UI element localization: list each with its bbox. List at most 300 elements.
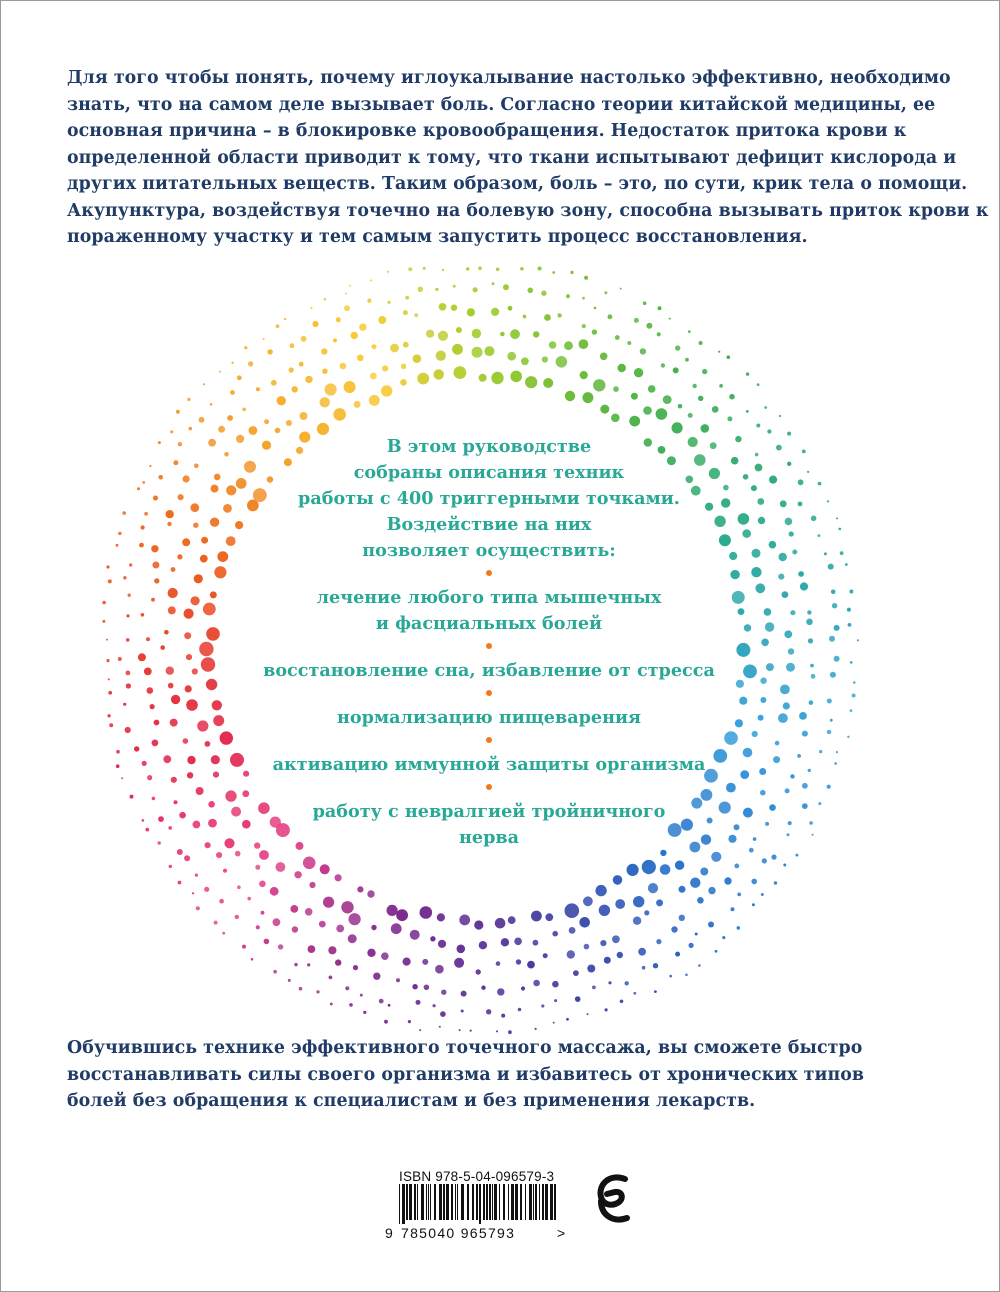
ring-dot — [205, 741, 211, 747]
ring-dot — [566, 294, 570, 298]
ring-dot — [349, 913, 361, 925]
ring-dot — [800, 582, 808, 590]
intro-line: определенной области приводит к тому, что ткани испытывают дефицит кислорода и — [67, 147, 957, 168]
ring-dot — [698, 396, 703, 401]
ring-dot — [242, 790, 249, 797]
ring-dot — [767, 429, 771, 433]
ring-dot — [798, 479, 804, 485]
lead-line: Воздействие на них — [386, 514, 592, 535]
ring-dot — [592, 329, 597, 334]
ring-dot — [168, 606, 176, 614]
ring-dot — [108, 678, 110, 680]
ring-dot — [594, 307, 597, 310]
ring-dot — [643, 301, 647, 305]
ring-dot — [782, 591, 789, 598]
barcode-bar — [446, 1184, 449, 1220]
ring-dot — [294, 871, 301, 878]
ring-dot — [693, 384, 697, 388]
ring-dot — [715, 950, 718, 953]
ring-dot — [467, 308, 475, 316]
ring-dot — [236, 478, 247, 489]
ring-dot — [500, 332, 505, 337]
ring-dot — [200, 555, 208, 563]
ring-dot — [130, 795, 134, 799]
ring-dot — [575, 996, 581, 1002]
ring-dot — [437, 913, 445, 921]
ring-dot — [708, 922, 714, 928]
ring-dot — [372, 344, 377, 349]
ring-dot — [243, 771, 249, 777]
ring-dot — [787, 462, 791, 466]
ring-dot — [451, 305, 457, 311]
ring-dot — [203, 383, 205, 385]
ring-dot — [299, 987, 303, 991]
ring-dot — [408, 1020, 411, 1023]
ring-dot — [845, 563, 848, 566]
ring-dot — [501, 938, 509, 946]
ring-dot — [751, 567, 761, 577]
ring-dot — [656, 899, 663, 906]
ring-dot — [752, 549, 761, 558]
ring-dot — [192, 892, 194, 894]
barcode-bar — [494, 1184, 497, 1220]
ring-dot — [367, 890, 374, 897]
ring-dot — [299, 362, 304, 367]
lead-line: работы с 400 триггерными точками. — [298, 488, 680, 509]
ring-dot — [190, 503, 199, 512]
ring-dot — [678, 404, 683, 409]
ring-dot — [663, 395, 672, 404]
ring-dot — [661, 363, 665, 367]
ring-dot — [196, 906, 200, 910]
ring-dot — [360, 994, 363, 997]
barcode-bar — [476, 1184, 478, 1220]
ring-dot — [743, 474, 749, 480]
ring-dot — [183, 738, 189, 744]
ring-dot — [263, 338, 265, 340]
ring-dot — [158, 841, 161, 844]
barcode-first-digit: 9 — [385, 1225, 393, 1241]
ring-dot — [145, 828, 149, 832]
barcode-bar — [479, 1184, 481, 1224]
ring-dot — [780, 500, 787, 507]
ring-dot — [689, 943, 694, 948]
barcode-bar — [533, 1184, 534, 1220]
barcode-bar — [455, 1184, 456, 1220]
ring-dot — [237, 375, 242, 380]
ring-dot — [552, 931, 558, 937]
ring-dot — [227, 415, 233, 421]
ring-dot — [730, 570, 739, 579]
ring-dot — [174, 800, 178, 804]
barcode-bar — [409, 1184, 412, 1220]
ring-dot — [330, 1003, 333, 1006]
ring-dot — [154, 720, 160, 726]
bullet-dot-icon — [486, 737, 492, 743]
ring-dot — [592, 986, 596, 990]
ring-dot — [168, 683, 174, 689]
ring-dot — [442, 269, 444, 271]
ring-dot — [126, 614, 129, 617]
ring-dot — [732, 591, 745, 604]
ring-dot — [784, 630, 792, 638]
ring-dot — [311, 307, 313, 309]
ring-dot — [528, 288, 534, 294]
ring-dot — [633, 917, 641, 925]
ring-dot — [224, 838, 234, 848]
ring-dot — [656, 939, 661, 944]
ring-dot — [223, 504, 232, 513]
ring-dot — [187, 756, 195, 764]
ring-dot — [199, 417, 205, 423]
ring-dot — [213, 715, 224, 726]
ring-dot — [565, 391, 575, 401]
ring-dot — [788, 648, 794, 654]
ring-dot — [212, 700, 222, 710]
ring-dot — [197, 720, 208, 731]
ring-dot — [206, 627, 220, 641]
ring-dot — [125, 727, 131, 733]
ring-dot — [307, 963, 310, 966]
ring-dot — [426, 330, 434, 338]
ring-dot — [237, 885, 241, 889]
ring-dot — [830, 672, 836, 678]
ring-dot — [167, 522, 171, 526]
ring-dot — [264, 419, 269, 424]
ring-dot — [353, 965, 358, 970]
ring-dot — [408, 267, 412, 271]
ring-dot — [255, 865, 260, 870]
ring-dot — [316, 990, 319, 993]
ring-dot — [762, 858, 767, 863]
ring-dot — [660, 864, 671, 875]
ring-dot — [160, 645, 165, 650]
ring-dot — [724, 877, 731, 884]
ring-dot — [792, 550, 797, 555]
ring-dot — [309, 882, 315, 888]
ring-dot — [587, 965, 595, 973]
barcode-end-mark: > — [557, 1225, 566, 1241]
ring-dot — [566, 1018, 569, 1021]
ring-dot — [486, 1009, 491, 1014]
ring-dot — [579, 339, 589, 349]
ring-dot — [472, 347, 483, 358]
ring-dot — [600, 940, 606, 946]
ring-dot — [758, 715, 764, 721]
ring-dot — [533, 980, 540, 987]
ring-dot — [808, 769, 811, 772]
ring-dot — [474, 920, 483, 929]
ring-dot — [600, 353, 608, 361]
ring-dot — [201, 657, 215, 671]
ring-dot — [850, 709, 853, 712]
ring-dot — [738, 513, 750, 525]
ring-dot — [769, 541, 777, 549]
ring-dot — [527, 961, 535, 969]
ring-dot — [357, 355, 364, 362]
ring-dot — [141, 525, 145, 529]
barcode-bar — [511, 1184, 514, 1220]
ring-dot — [210, 403, 213, 406]
ring-dot — [440, 1011, 446, 1017]
ring-dot — [736, 643, 750, 657]
ring-dot — [491, 308, 499, 316]
ring-dot — [354, 401, 361, 408]
ring-dot — [378, 316, 386, 324]
ring-dot — [219, 371, 221, 373]
ring-dot — [435, 965, 444, 974]
ring-dot — [557, 313, 561, 317]
ring-dot — [195, 874, 198, 877]
ring-dot — [147, 687, 154, 694]
ring-dot — [173, 460, 178, 465]
ring-dot — [790, 610, 795, 615]
ring-dot — [363, 1011, 366, 1014]
ring-dot — [582, 324, 586, 328]
ring-dot — [179, 812, 186, 819]
ring-dot — [320, 864, 330, 874]
barcode-bar — [525, 1184, 526, 1220]
ring-dot — [508, 916, 516, 924]
ring-dot — [644, 910, 649, 915]
ring-dot — [208, 819, 217, 828]
ring-dot — [671, 926, 677, 932]
ring-dot — [853, 681, 855, 683]
ring-dot — [203, 603, 216, 616]
ring-dot — [177, 849, 183, 855]
ring-dot — [116, 544, 119, 547]
ring-dot — [108, 691, 112, 695]
ring-dot — [196, 787, 204, 795]
ring-dot — [152, 740, 159, 747]
ring-dot — [345, 293, 347, 295]
ring-dot — [719, 384, 723, 388]
feature-item — [251, 705, 727, 731]
ring-dot — [634, 368, 643, 377]
ring-dot — [827, 730, 831, 734]
ring-dot — [728, 835, 736, 843]
ring-dot — [300, 412, 308, 420]
ring-dot — [412, 984, 417, 989]
barcode-bar — [550, 1184, 553, 1220]
ring-dot — [756, 424, 760, 428]
ring-dot — [613, 875, 623, 885]
ring-dot — [669, 318, 671, 320]
ring-dot — [270, 887, 279, 896]
ring-dot — [760, 678, 766, 684]
ring-dot — [746, 410, 749, 413]
barcode-bar — [406, 1184, 408, 1220]
ring-dot — [812, 834, 814, 836]
ring-dot — [333, 408, 346, 421]
ring-dot — [418, 287, 423, 292]
ring-dot — [769, 476, 777, 484]
ring-dot — [740, 770, 749, 779]
ring-dot — [729, 552, 737, 560]
ring-dot — [371, 925, 376, 930]
ring-dot — [457, 945, 466, 954]
barcode-bar — [461, 1184, 464, 1220]
ring-dot — [531, 911, 542, 922]
ring-dot — [208, 801, 215, 808]
ring-dot — [205, 842, 211, 848]
ring-dot — [789, 531, 794, 536]
ring-dot — [387, 905, 398, 916]
barcode-bar — [508, 1184, 509, 1220]
ring-dot — [533, 940, 539, 946]
ring-dot — [178, 494, 184, 500]
ring-dot — [231, 807, 241, 817]
ring-dot — [599, 905, 610, 916]
ring-dot — [438, 940, 446, 948]
ring-dot — [102, 601, 106, 605]
ring-dot — [790, 774, 794, 778]
bullet-dot-icon — [486, 570, 492, 576]
ring-dot — [158, 441, 161, 444]
ring-dot — [139, 543, 144, 548]
ring-dot — [370, 279, 372, 281]
ring-dot — [367, 299, 371, 303]
ring-dot — [584, 944, 590, 950]
ring-dot — [277, 396, 286, 405]
ring-dot — [743, 665, 757, 679]
feature-item-line: работу с невралгией тройничного — [312, 801, 666, 822]
ring-dot — [178, 881, 182, 885]
ring-dot — [806, 619, 813, 626]
ring-dot — [357, 886, 363, 892]
ring-dot — [305, 908, 313, 916]
ring-dot — [226, 485, 236, 495]
ring-dot — [809, 700, 814, 705]
ring-dot — [761, 893, 764, 896]
ring-dot — [731, 457, 739, 465]
ring-dot — [604, 957, 611, 964]
feature-item — [251, 658, 727, 684]
ring-dot — [194, 574, 203, 583]
ring-dot — [521, 357, 529, 365]
ring-dot — [848, 623, 852, 627]
barcode-bar — [499, 1184, 500, 1220]
ring-dot — [735, 719, 743, 727]
ring-dot — [301, 336, 307, 342]
ring-dot — [778, 713, 788, 723]
ring-dot — [286, 420, 292, 426]
ring-dot — [413, 354, 422, 363]
ring-dot — [613, 386, 619, 392]
ring-dot — [118, 532, 121, 535]
ring-dot — [367, 949, 375, 957]
feature-item — [251, 752, 727, 778]
ring-dot — [769, 804, 776, 811]
ring-dot — [387, 271, 389, 273]
ring-dot — [847, 736, 849, 738]
ring-dot — [760, 697, 766, 703]
ring-dot — [503, 284, 509, 290]
ring-dot — [303, 857, 316, 870]
ring-dot — [827, 785, 831, 789]
ring-dot — [711, 852, 721, 862]
ring-dot — [593, 379, 605, 391]
ring-dot — [584, 276, 588, 280]
ring-dot — [359, 323, 366, 330]
ring-dot — [417, 373, 429, 385]
intro-line: основная причина – в блокировке кровообращения. Недостаток притока крови к — [67, 121, 907, 141]
ring-dot — [785, 518, 793, 526]
ring-dot — [106, 565, 109, 568]
ring-dot — [808, 638, 813, 643]
ring-dot — [169, 865, 172, 868]
ring-dot — [760, 790, 766, 796]
feature-list-block — [251, 434, 727, 851]
ring-dot — [456, 327, 462, 333]
ring-dot — [780, 685, 790, 695]
ring-dot — [746, 372, 749, 375]
outro-line: Обучившись технике эффективного точечного массажа, вы сможете быстро — [67, 1038, 863, 1058]
ring-dot — [798, 502, 803, 507]
ring-dot — [634, 318, 639, 323]
feature-item-line: нормализацию пищеварения — [336, 707, 642, 728]
ring-dot — [391, 923, 402, 934]
ring-dot — [134, 746, 139, 751]
ring-dot — [810, 664, 814, 668]
ring-dot — [278, 944, 283, 949]
ring-dot — [390, 344, 399, 353]
ring-dot — [802, 783, 808, 789]
ring-dot — [685, 358, 689, 362]
ring-dot — [370, 373, 377, 380]
ring-dot — [595, 885, 606, 896]
ring-dot — [106, 659, 109, 662]
ring-dot — [776, 445, 782, 451]
ring-dot — [658, 306, 662, 310]
ring-dot — [381, 385, 392, 396]
ring-dot — [565, 903, 580, 918]
ring-dot — [171, 777, 177, 783]
ring-dot — [128, 594, 131, 597]
barcode-bar — [402, 1184, 405, 1224]
ring-dot — [344, 381, 356, 393]
ring-dot — [439, 303, 447, 311]
ring-dot — [496, 1030, 498, 1032]
ring-dot — [435, 288, 438, 291]
ring-dot — [379, 999, 384, 1004]
ring-dot — [832, 603, 837, 608]
ring-dot — [839, 528, 842, 531]
ring-dot — [433, 1004, 436, 1007]
ring-dot — [617, 952, 623, 958]
barcode-bar — [503, 1184, 505, 1220]
ring-dot — [788, 821, 792, 825]
ring-dot — [152, 562, 159, 569]
ring-dot — [765, 622, 774, 631]
ring-dot — [388, 1004, 391, 1007]
ring-dot — [811, 674, 816, 679]
ring-dot — [290, 905, 298, 913]
ring-dot — [164, 630, 169, 635]
ring-dot — [755, 464, 763, 472]
ring-dot — [669, 975, 672, 978]
ring-dot — [168, 826, 172, 830]
ring-dot — [414, 313, 418, 317]
barcode-bar — [542, 1184, 544, 1220]
ring-dot — [787, 833, 790, 836]
ring-dot — [147, 775, 152, 780]
ring-dot — [739, 697, 747, 705]
ring-dot — [787, 432, 791, 436]
ring-dot — [384, 1020, 388, 1024]
ring-dot — [137, 487, 140, 490]
ring-dot — [259, 850, 269, 860]
